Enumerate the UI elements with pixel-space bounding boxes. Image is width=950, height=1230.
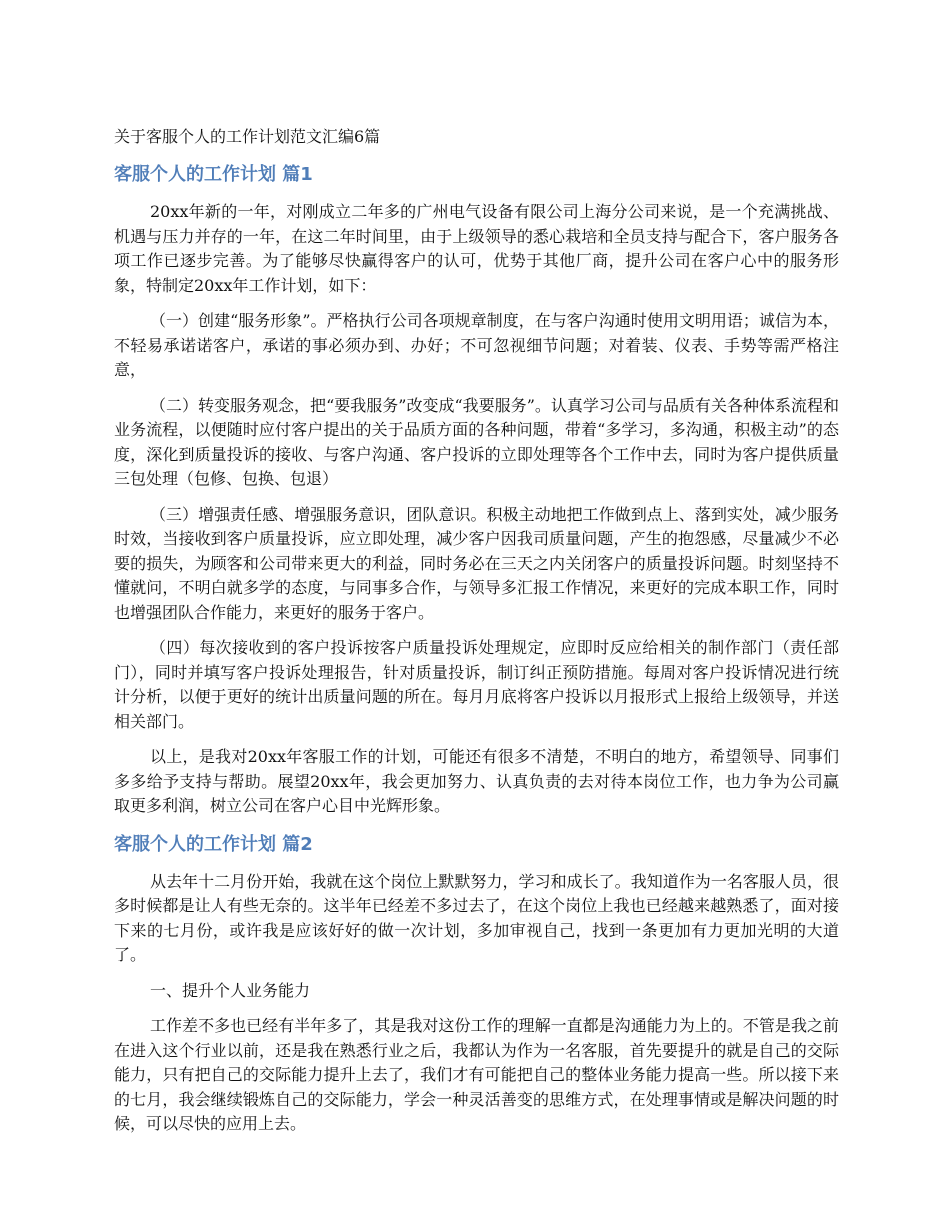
paragraph: 20xx年新的一年，对刚成立二年多的广州电气设备有限公司上海分公司来说，是一个充满挑战、机遇与压力并存的一年，在这二年时间里，由于上级领导的悉心栽培和全员支持与配合下，客户服务各项工作已逐步完善。为了能够尽快赢得客户的认可，优势于其他厂商，提升公司在客户心中的服务形象，特制定20xx年工作计划，如下：	[114, 202, 839, 295]
paragraph: （二）转变服务观念，把“要我服务”改变成“我要服务”。认真学习公司与品质有关各种体系流程和业务流程，以便随时应付客户提出的关于品质方面的各种问题，带着“多学习，多沟通，积极主动”的态度，深化到质量投诉的接收、与客户沟通、客户投诉的立即处理等各个工作中去，同时为客户提供质量三包处理（包修、包换、包退）	[114, 395, 839, 488]
document-page	[114, 124, 839, 1148]
document-title: 关于客服个人的工作计划范文汇编6篇	[114, 127, 381, 146]
paragraph: （一）创建“服务形象”。严格执行公司各项规章制度，在与客户沟通时使用文明用语；诚信为本，不轻易承诺诺客户，承诺的事必须办到、办好；不可忽视细节问题；对着装、仪表、手势等需严格注意，	[114, 311, 839, 379]
section-heading-1: 客服个人的工作计划 篇1	[114, 164, 313, 185]
paragraph: 以上，是我对20xx年客服工作的计划，可能还有很多不清楚，不明白的地方，希望领导、同事们多多给予支持与帮助。展望20xx年，我会更加努力、认真负责的去对待本岗位工作，也力争为公司赢取更多利润，树立公司在客户心目中光辉形象。	[114, 747, 839, 815]
section-heading-2: 客服个人的工作计划 篇2	[114, 833, 313, 855]
paragraph: （四）每次接收到的客户投诉按客户质量投诉处理规定，应即时反应给相关的制作部门（责任部门），同时并填写客户投诉处理报告，针对质量投诉，制订纠正预防措施。每周对客户投诉情况进行统计分析，以便于更好的统计出质量问题的所在。每月月底将客户投诉以月报形式上报给上级领导，并送相关部门。	[114, 638, 839, 731]
paragraph: 从去年十二月份开始，我就在这个岗位上默默努力，学习和成长了。我知道作为一名客服人员，很多时候都是让人有些无奈的。这半年已经差不多过去了，在这个岗位上我也已经越来越熟悉了，面对接下来的七月份，或许我是应该好好的做一次计划，多加审视自己，找到一条更加有力更加光明的大道了。	[114, 871, 839, 964]
subheading: 一、提升个人业务能力	[150, 980, 311, 1000]
paragraph: 工作差不多也已经有半年多了，其是我对这份工作的理解一直都是沟通能力为上的。不管是我之前在进入这个行业以前，还是我在熟悉行业之后，我都认为作为一名客服，首先要提升的就是自己的交际能力，只有把自己的交际能力提升上去了，我们才有可能把自己的整体业务能力提高一些。所以接下来的七月，我会继续锻炼自己的交际能力，学会一种灵活善变的思维方式，在处理事情或是解决问题的时候，可以尽快的应用上去。	[114, 1016, 839, 1133]
paragraph: （三）增强责任感、增强服务意识，团队意识。积极主动地把工作做到点上、落到实处，减少服务时效，当接收到客户质量投诉，应立即处理，减少客户因我司质量问题，产生的抱怨感，尽量减少不必要的损失，为顾客和公司带来更大的利益，同时务必在三天之内关闭客户的质量投诉问题。时刻坚持不懂就问，不明白就多学的态度，与同事多合作，与领导多汇报工作情况，来更好的完成本职工作，同时也增强团队合作能力，来更好的服务于客户。	[114, 504, 839, 622]
